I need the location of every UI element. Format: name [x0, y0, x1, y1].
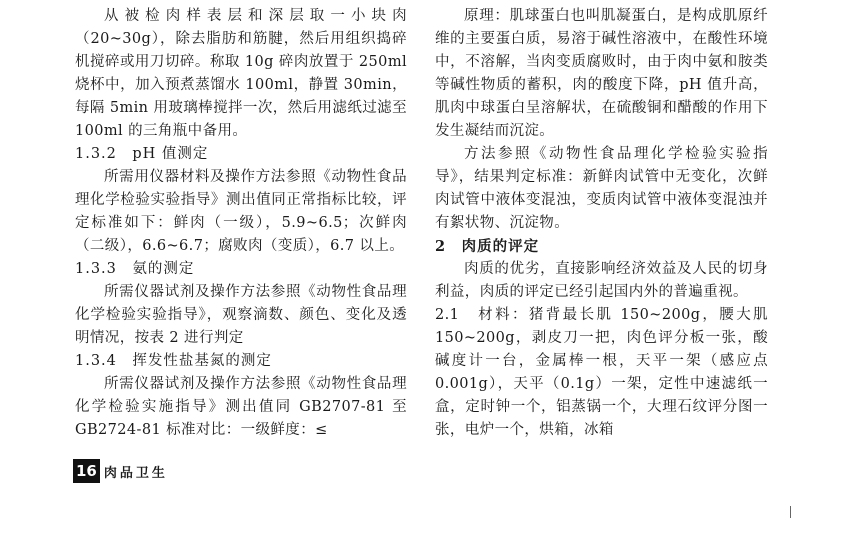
section-heading-meat-quality: 2 肉质的评定 — [435, 238, 540, 255]
paragraph-meat-quality-intro: 肉质的优劣，直接影响经济效益及人民的切身利益，肉质的评定已经引起国内外的普遍重视。 — [435, 261, 768, 300]
right-column — [435, 5, 768, 442]
paragraph-principle: 原理：肌球蛋白也叫肌凝蛋白，是构成肌原纤维的主要蛋白质，易溶于碱性溶液中，在酸性环境中，不溶解，当肉变质腐败时，由于肉中氨和胺类等碱性物质的蓄积，肉的酸度下降，pH 值升高，肌肉中球蛋白呈溶解状，在硫酸铜和醋酸的作用下发生凝结而沉淀。 — [435, 8, 768, 139]
scan-edge-mark — [790, 506, 791, 518]
paragraph-ph-criteria: 所需用仪器材料及操作方法参照《动物性食品理化学检验实验指导》测出值同正常指标比较，评定标准如下：鲜肉（一级），5.9~6.5；次鲜肉（二级），6.6~6.7；腐败肉（变质），6.7 以上。 — [75, 169, 407, 254]
paragraph-volatile-nitrogen: 所需仪器试剂及操作方法参照《动物性食品理化学检验实施指导》测出值同 GB2707-81 至 GB2724-81 标准对比：一级鲜度：≤ — [75, 376, 407, 438]
paragraph-method-result: 方法参照《动物性食品理化学检验实验指导》，结果判定标准：新鲜肉试管中无变化，次鲜肉试管中液体变混浊，变质肉试管中液体变混浊并有絮状物、沉淀物。 — [435, 146, 768, 231]
page-number: 16 — [73, 459, 100, 483]
journal-name: 肉品卫生 — [103, 465, 168, 481]
paragraph-ammonia-method: 所需仪器试剂及操作方法参照《动物性食品理化学检验实验指导》，观察滴数、颜色、变化及透明情况，按表 2 进行判定 — [75, 284, 407, 346]
paragraph-sample-prep: 从被检肉样表层和深层取一小块肉（20~30g），除去脂肪和筋腱，然后用组织捣碎机搅碎或用刀切碎。称取 10g 碎肉放置于 250ml 烧杯中，加入预煮蒸馏水 100ml，静置 30min，每隔 5min 用玻璃棒搅拌一次，然后用滤纸过滤至 100ml 的三角瓶中备用。 — [75, 8, 407, 139]
left-column — [75, 5, 407, 442]
heading-volatile-nitrogen: 1.3.4 挥发性盐基氮的测定 — [75, 353, 272, 369]
heading-ammonia-test: 1.3.3 氨的测定 — [75, 261, 195, 277]
paragraph-materials: 2.1 材料：猪背最长肌 150~200g，腰大肌 150~200g，剥皮刀一把，肉色评分板一张，酸碱度计一台，金属棒一根，天平一架（感应点 0.001g），天平（0.1g）一架，定性中速滤纸一盒，定时钟一个，铝蒸锅一个，大理石纹评分图一张，电炉一个，烘箱，冰箱 — [435, 307, 768, 438]
page-footer — [73, 459, 168, 483]
heading-ph-measurement: 1.3.2 pH 值测定 — [75, 146, 209, 162]
